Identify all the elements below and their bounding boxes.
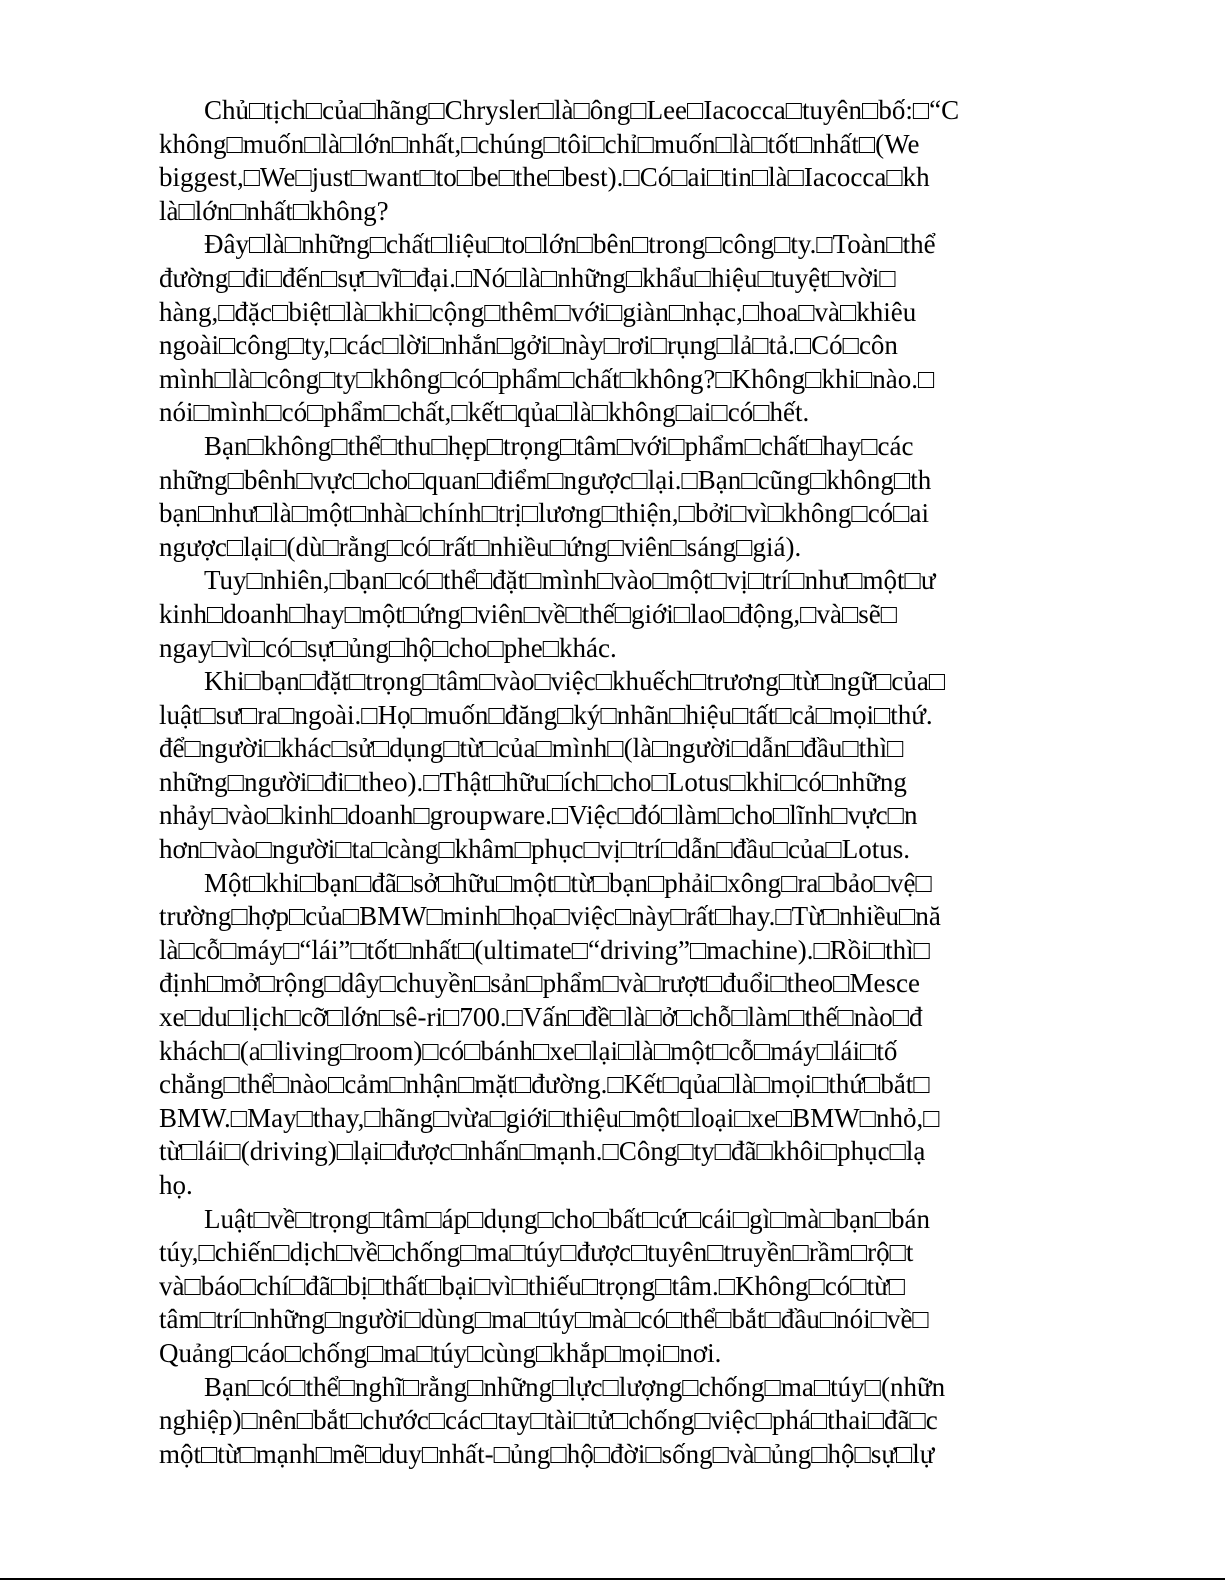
paragraph [159, 430, 1085, 564]
text-line: không□muốn□là□lớn□nhất,□chúng□tôi□chỉ□muốn□là□tốt□nhất□(We [159, 128, 920, 159]
text-line: Khi□bạn□đặt□trọng□tâm□vào□việc□khuếch□trương□từ□ngữ□của□ [204, 666, 946, 697]
paragraph [159, 94, 1085, 228]
text-line: nghiệp)□nên□bắt□chước□các□tay□tài□tử□chống□việc□phá□thai□đã□c [159, 1405, 938, 1436]
paragraph [159, 1203, 1085, 1371]
text-line: nhảy□vào□kinh□doanh□groupware.□Việc□đó□làm□cho□lĩnh□vực□n [159, 800, 918, 831]
text-line: kinh□doanh□hay□một□ứng□viên□về□thế□giới□lao□động,□và□sẽ□ [159, 598, 898, 629]
text-line: ngược□lại□(dù□rằng□có□rất□nhiều□ứng□viên□sáng□giá). [159, 531, 802, 562]
text-line: Bạn□có□thể□nghĩ□rằng□những□lực□lượng□chống□ma□túy□(nhữn [204, 1371, 946, 1402]
paragraph [159, 1371, 1085, 1472]
text-line: họ. [159, 1170, 193, 1200]
text-column [159, 94, 1085, 1471]
text-line: Luật□về□trọng□tâm□áp□dụng□cho□bất□cứ□cái□gì□mà□bạn□bán [204, 1203, 930, 1234]
text-line: xe□du□lịch□cỡ□lớn□sê-ri□700.□Vấn□đề□là□ở□chỗ□làm□thế□nào□đ [159, 1002, 923, 1033]
text-line: ngoài□công□ty,□các□lời□nhắn□gởi□này□rơi□rụng□lả□tả.□Có□côn [159, 330, 898, 361]
text-line: để□người□khác□sử□dụng□từ□của□mình□(là□người□dẫn□đầu□thì□ [159, 733, 904, 764]
text-line: Tuy□nhiên,□bạn□có□thể□đặt□mình□vào□một□vị□trí□như□một□ư [204, 565, 936, 596]
text-line: trường□hợp□của□BMW□minh□họa□việc□này□rất□hay.□Từ□nhiều□nă [159, 901, 941, 932]
paragraph [159, 867, 1085, 1203]
text-line: chẳng□thể□nào□cảm□nhận□mặt□đường.□Kết□qủa□là□mọi□thứ□bắt□ [159, 1069, 930, 1100]
text-line: những□bênh□vực□cho□quan□điểm□ngược□lại.□Bạn□cũng□không□th [159, 464, 932, 495]
text-line: những□người□đi□theo).□Thật□hữu□ích□cho□Lotus□khi□có□những [159, 766, 907, 797]
text-line: bạn□như□là□một□nhà□chính□trị□lương□thiện,□bởi□vì□không□có□ai [159, 498, 929, 529]
text-line: một□từ□mạnh□mẽ□duy□nhất-□ủng□hộ□đời□sống□và□ủng□hộ□sự□lự [159, 1438, 935, 1469]
text-line: ngay□vì□có□sự□ủng□hộ□cho□phe□khác. [159, 632, 617, 663]
text-line: là□cỗ□máy□“lái”□tốt□nhất□(ultimate□“driving”□machine).□Rồi□thì□ [159, 934, 930, 965]
text-line: Một□khi□bạn□đã□sở□hữu□một□từ□bạn□phải□xông□ra□bảo□vệ□ [204, 867, 932, 898]
text-line: hơn□vào□người□ta□càng□khâm□phục□vị□trí□dẫn□đầu□của□Lotus. [159, 834, 910, 865]
text-line: khách□(a□living□room)□có□bánh□xe□lại□là□một□cỗ□máy□lái□tố [159, 1035, 898, 1066]
text-line: định□mở□rộng□dây□chuyền□sản□phẩm□và□rượt□đuổi□theo□Mesce [159, 968, 920, 999]
page-bottom-rule [0, 1578, 1225, 1580]
paragraph [159, 228, 1085, 430]
text-line: BMW.□May□thay,□hãng□vừa□giới□thiệu□một□loại□xe□BMW□nhỏ,□ [159, 1102, 940, 1133]
text-line: túy,□chiến□dịch□về□chống□ma□túy□được□tuyên□truyền□rầm□rộ□t [159, 1237, 914, 1268]
text-line: Chủ□tịch□của□hãng□Chrysler□là□ông□Lee□Iacocca□tuyên□bố:□“C [204, 95, 960, 125]
text-line: hàng,□đặc□biệt□là□khi□cộng□thêm□với□giàn□nhạc,□hoa□và□khiêu [159, 296, 917, 327]
text-line: từ□lái□(driving)□lại□được□nhấn□mạnh.□Công□ty□đã□khôi□phục□lạ [159, 1136, 926, 1167]
text-line: là□lớn□nhất□không? [159, 195, 389, 226]
paragraph [159, 564, 1085, 665]
text-line: và□báo□chí□đã□bị□thất□bại□vì□thiếu□trọng□tâm.□Không□có□từ□ [159, 1270, 906, 1301]
text-line: Đây□là□những□chất□liệu□to□lớn□bên□trong□công□ty.□Toàn□thể [204, 229, 936, 260]
text-line: luật□sư□ra□ngoài.□Họ□muốn□đăng□ký□nhãn□hiệu□tất□cả□mọi□thứ. [159, 699, 933, 730]
text-line: tâm□trí□những□người□dùng□ma□túy□mà□có□thể□bắt□đầu□nói□về□ [159, 1304, 929, 1335]
text-line: Quảng□cáo□chống□ma□túy□cùng□khắp□mọi□nơi. [159, 1337, 722, 1368]
text-line: Bạn□không□thể□thu□hẹp□trọng□tâm□với□phẩm□chất□hay□các [204, 430, 914, 461]
text-line: đường□đi□đến□sự□vĩ□đại.□Nó□là□những□khẩu□hiệu□tuyệt□vời□ [159, 262, 896, 293]
paragraph [159, 665, 1085, 867]
text-line: nói□mình□có□phẩm□chất,□kết□qủa□là□không□ai□có□hết. [159, 397, 810, 428]
text-line: mình□là□công□ty□không□có□phẩm□chất□không?□Không□khi□nào.□ [159, 363, 935, 394]
text-line: biggest,□We□just□want□to□be□the□best).□Có□ai□tin□là□Iacocca□kh [159, 162, 930, 193]
